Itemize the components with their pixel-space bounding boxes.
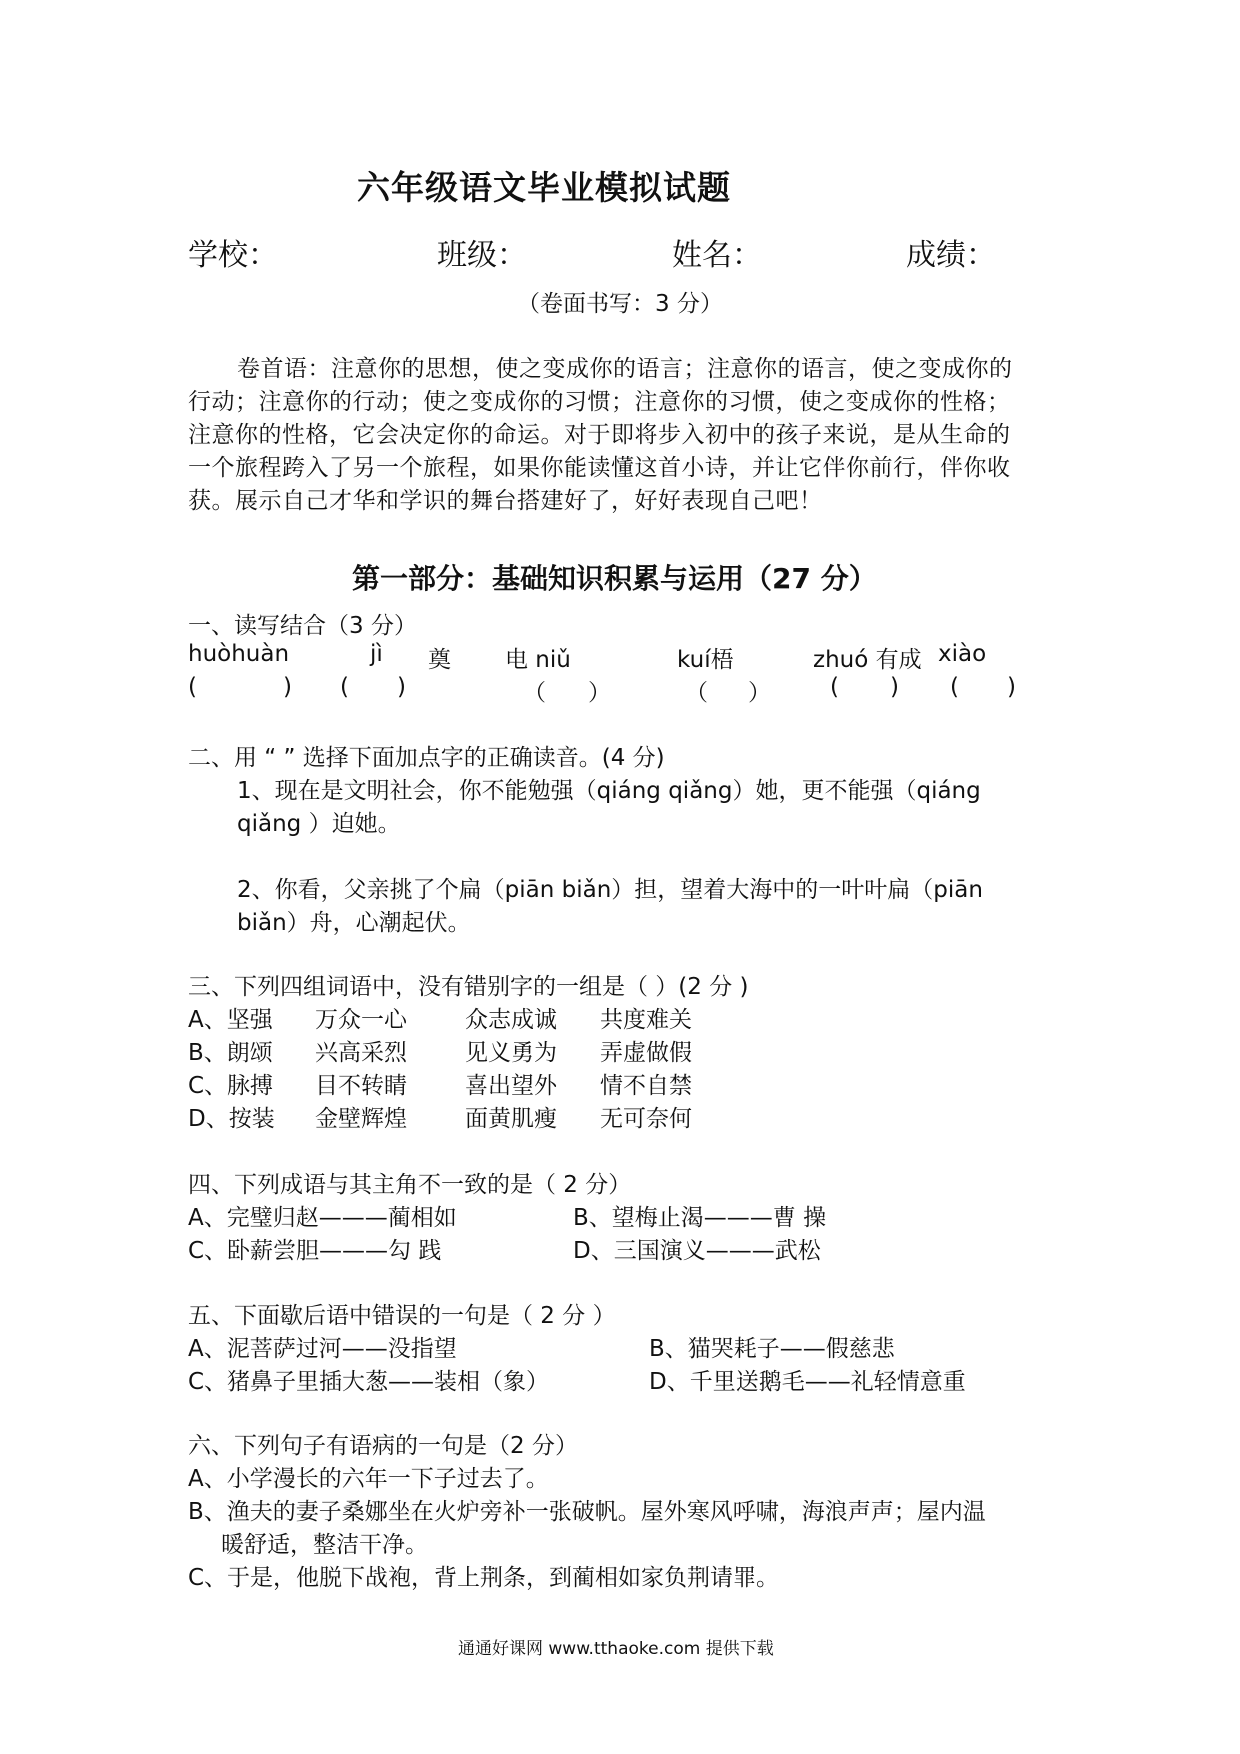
q1-answer-blank-close: ） xyxy=(748,680,771,706)
q5-heading: 五、下面歇后语中错误的一句是（ 2 分 ） xyxy=(188,1303,616,1329)
q3-option-label: B、朗颂 xyxy=(188,1040,273,1066)
class-field-label: 班级： xyxy=(437,238,527,273)
q3-option-word: 众志成诚 xyxy=(465,1007,557,1033)
q3-option-word: 万众一心 xyxy=(315,1007,407,1033)
q4-option: D、三国演义———武松 xyxy=(573,1238,821,1264)
q1-pinyin: 奠 xyxy=(428,647,451,673)
intro-line: 一个旅程跨入了另一个旅程，如果你能读懂这首小诗，并让它伴你前行，伴你收 xyxy=(188,455,1011,481)
intro-line: 卷首语：注意你的思想，使之变成你的语言；注意你的语言，使之变成你的 xyxy=(237,356,1013,382)
q4-option: A、完璧归赵———蔺相如 xyxy=(188,1205,457,1231)
q1-pinyin: 电 niǔ xyxy=(505,647,571,673)
q5-option: C、猪鼻子里插大葱——装相（象） xyxy=(188,1369,550,1395)
name-field-label: 姓名： xyxy=(672,238,762,273)
q6-option-c: C、于是，他脱下战袍，背上荆条，到蔺相如家负荆请罪。 xyxy=(188,1565,780,1591)
page-title: 六年级语文毕业模拟试题 xyxy=(357,168,731,207)
q1-answer-blank-close: ) xyxy=(397,674,406,700)
q5-option: D、千里送鹅毛——礼轻情意重 xyxy=(649,1369,966,1395)
score-field-label: 成绩： xyxy=(906,238,996,273)
q3-option-label: A、坚强 xyxy=(188,1007,273,1033)
q3-option-word: 兴高采烈 xyxy=(315,1040,407,1066)
q1-pinyin: kuí梧 xyxy=(677,647,734,673)
q5-option: A、泥菩萨过河——没指望 xyxy=(188,1336,457,1362)
q1-answer-blank-close: ） xyxy=(588,680,611,706)
q4-option: C、卧薪尝胆———勾 践 xyxy=(188,1238,442,1264)
q3-option-word: 喜出望外 xyxy=(465,1073,557,1099)
q1-answer-blank-open: ( xyxy=(188,674,197,700)
q3-option-word: 无可奈何 xyxy=(600,1106,692,1132)
handwriting-score-note: （卷面书写：3 分） xyxy=(517,291,723,317)
q6-option-b-line1: B、渔夫的妻子桑娜坐在火炉旁补一张破帆。屋外寒风呼啸，海浪声声；屋内温 xyxy=(188,1499,986,1525)
q3-option-word: 弄虚做假 xyxy=(600,1040,692,1066)
q1-answer-blank-open: （ xyxy=(523,680,546,706)
q3-option-word: 目不转睛 xyxy=(315,1073,407,1099)
q1-answer-blank-open: ( xyxy=(340,674,349,700)
q1-pinyin: xiào xyxy=(938,641,987,667)
q6-option-a: A、小学漫长的六年一下子过去了。 xyxy=(188,1466,549,1492)
intro-line: 注意你的性格，它会决定你的命运。对于即将步入初中的孩子来说，是从生命的 xyxy=(188,422,1011,448)
q1-answer-blank-close: ) xyxy=(890,674,899,700)
q1-answer-blank-open: ( xyxy=(950,674,959,700)
q3-option-word: 金壁辉煌 xyxy=(315,1106,407,1132)
q5-option: B、猫哭耗子——假慈悲 xyxy=(649,1336,895,1362)
q3-heading: 三、下列四组词语中，没有错别字的一组是（ ）(2 分 ) xyxy=(188,974,749,1000)
q1-heading: 一、读写结合（3 分） xyxy=(188,613,417,639)
q1-answer-blank-open: （ xyxy=(685,680,708,706)
q1-pinyin: huòhuàn xyxy=(188,641,290,667)
q2-item1-line2: qiǎng ）迫她。 xyxy=(237,811,401,837)
q1-answer-blank-close: ) xyxy=(1007,674,1016,700)
q1-answer-blank-close: ) xyxy=(283,674,292,700)
q3-option-word: 共度难关 xyxy=(600,1007,692,1033)
q1-answer-blank-open: ( xyxy=(830,674,839,700)
q4-heading: 四、下列成语与其主角不一致的是（ 2 分） xyxy=(188,1172,632,1198)
intro-line: 行动；注意你的行动；使之变成你的习惯；注意你的习惯，使之变成你的性格； xyxy=(188,389,1011,415)
q6-heading: 六、下列句子有语病的一句是（2 分） xyxy=(188,1433,578,1459)
q6-option-b-line2: 暖舒适，整洁干净。 xyxy=(221,1532,428,1558)
intro-line: 获。展示自己才华和学识的舞台搭建好了，好好表现自己吧！ xyxy=(188,488,823,514)
q3-option-word: 情不自禁 xyxy=(600,1073,692,1099)
q3-option-word: 面黄肌瘦 xyxy=(465,1106,557,1132)
q3-option-word: 见义勇为 xyxy=(465,1040,557,1066)
q4-option: B、望梅止渴———曹 操 xyxy=(573,1205,827,1231)
part1-title: 第一部分：基础知识积累与运用（27 分） xyxy=(352,562,877,595)
q1-pinyin: zhuó 有成 xyxy=(813,647,922,673)
q3-option-label: C、脉搏 xyxy=(188,1073,274,1099)
q2-item2-line1: 2、你看，父亲挑了个扁（piān biǎn）担，望着大海中的一叶叶扁（piān xyxy=(237,877,983,903)
page-footer: 通通好课网 www.tthaoke.com 提供下载 xyxy=(458,1639,774,1659)
q2-heading: 二、用 “ ” 选择下面加点字的正确读音。(4 分) xyxy=(188,745,665,771)
q1-pinyin: jì xyxy=(370,641,383,667)
q2-item2-line2: biǎn）舟，心潮起伏。 xyxy=(237,910,471,936)
school-field-label: 学校： xyxy=(188,238,278,273)
q2-item1-line1: 1、现在是文明社会，你不能勉强（qiáng qiǎng）她，更不能强（qiáng xyxy=(237,778,981,804)
q3-option-label: D、按装 xyxy=(188,1106,275,1132)
